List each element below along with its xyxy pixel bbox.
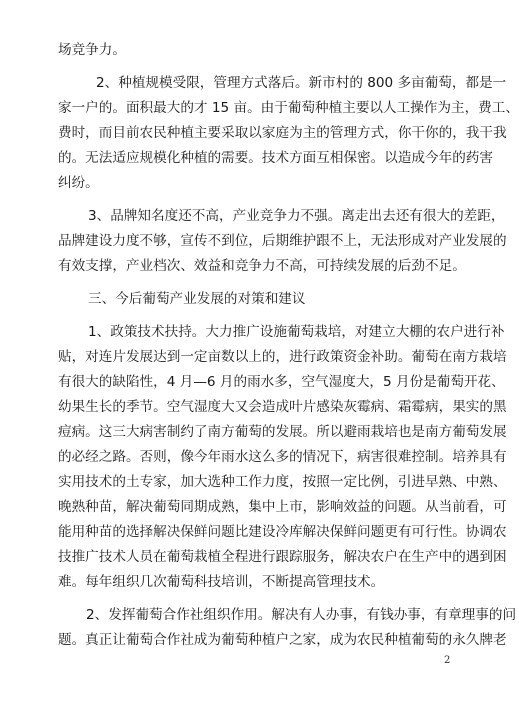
page-number: 2 bbox=[444, 655, 451, 666]
text-line: 痘病。这三大病害制约了南方葡萄的发展。所以避雨栽培也是南方葡萄发展 bbox=[58, 424, 507, 440]
text-line: 晚熟种苗，解决葡萄同期成熟，集中上市，影响效益的问题。从当前看，可 bbox=[58, 499, 507, 515]
text-line: 实用技术的土专家，加大选种工作力度，按照一定比例，引进早熟、中熟、 bbox=[58, 474, 507, 490]
paragraph-heading-line: 2、发挥葡萄合作社组织作用。解决有人办事，有钱办事，有章理事的问 bbox=[86, 607, 517, 623]
text-line: 的。无法适应规模化种植的需要。技术方面互相保密。以造成今年的药害 bbox=[58, 150, 493, 166]
text-line: 场竞争力。 bbox=[58, 42, 126, 58]
body-text bbox=[58, 38, 519, 653]
text-line: 品牌建设力度不够，宣传不到位，后期维护跟不上，无法形成对产业发展的 bbox=[58, 233, 507, 249]
paragraph-heading-line: 2、种植规模受限，管理方式落后。新市村的 800 多亩葡萄，都是一 bbox=[96, 75, 507, 91]
text-line: 的必经之路。否则，像今年雨水这么多的情况下，病害很难控制。培养具有 bbox=[58, 449, 507, 465]
paragraph-heading-line: 3、品牌知名度还不高，产业竞争力不强。离走出去还有很大的差距， bbox=[88, 208, 505, 224]
text-line: 有很大的缺陷性，4 月—6 月的雨水多，空气湿度大，5 月份是葡萄开花、 bbox=[58, 374, 505, 390]
text-line: 技推广技术人员在葡萄栽植全程进行跟踪服务，解决农户在生产中的遇到困 bbox=[58, 549, 507, 565]
paragraph-heading-line: 1、政策技术扶持。大力推广设施葡萄栽培，对建立大棚的农户进行补 bbox=[88, 324, 505, 340]
text-line: 纠纷。 bbox=[58, 175, 99, 191]
text-line: 家一户的。面积最大的才 15 亩。由于葡萄种植主要以人工操作为主，费工、 bbox=[58, 100, 519, 116]
text-line: 难。每年组织几次葡萄科技培训，不断提高管理技术。 bbox=[58, 574, 385, 590]
text-line: 有效支撑，产业档次、效益和竞争力不高，可持续发展的后劲不足。 bbox=[58, 258, 466, 274]
text-line: 题。真正让葡萄合作社成为葡萄种植户之家，成为农民种植葡萄的永久牌老 bbox=[58, 632, 507, 648]
text-line: 能用种苗的选择解决保鲜问题比建设冷库解决保鲜问题更有可行性。协调农 bbox=[58, 524, 507, 540]
section-heading: 三、今后葡萄产业发展的对策和建议 bbox=[88, 291, 306, 307]
text-line: 幼果生长的季节。空气湿度大又会造成叶片感染灰霉病、霜霉病，果实的黑 bbox=[58, 399, 507, 415]
text-line: 贴，对连片发展达到一定亩数以上的，进行政策资金补助。葡萄在南方栽培 bbox=[58, 349, 507, 365]
text-line: 费时，而目前农民种植主要采取以家庭为主的管理方式，你干你的，我干我 bbox=[58, 125, 507, 141]
